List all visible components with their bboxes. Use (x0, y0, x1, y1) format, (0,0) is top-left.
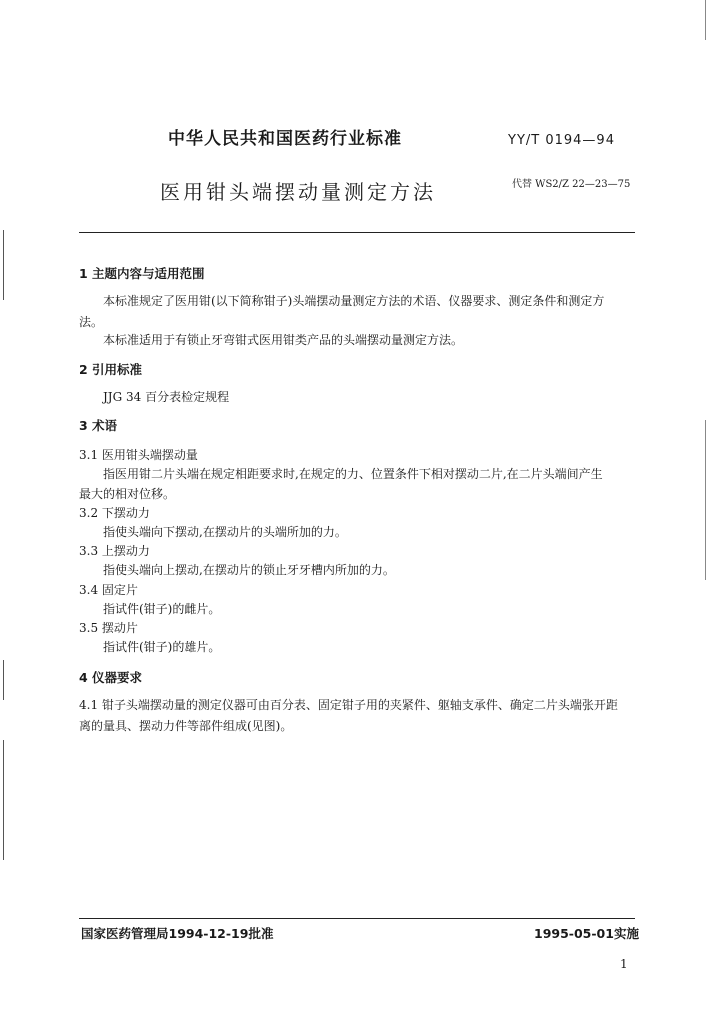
scan-edge-mark (3, 230, 4, 300)
section-4-heading: 4 仪器要求 (79, 670, 143, 685)
section-2-heading: 2 引用标准 (79, 362, 143, 377)
subsection-heading: 3.3 上摆动力 (79, 544, 150, 558)
paragraph-line: 指使头端向上摆动,在摆动片的锁止牙牙槽内所加的力。 (103, 563, 395, 577)
paragraph-line: 指医用钳二片头端在规定相距要求时,在规定的力、位置条件下相对摆动二片,在二片头端间产生 (103, 467, 603, 481)
paragraph-line: 离的量具、摆动力件等部件组成(见图)。 (79, 719, 293, 733)
subsection-heading: 3.5 摆动片 (79, 621, 138, 635)
paragraph-line: 指使头端向下摆动,在摆动片的头端所加的力。 (103, 525, 347, 539)
footer-divider (79, 918, 635, 919)
paragraph-line: 指试件(钳子)的雄片。 (103, 640, 221, 654)
effective-date: 1995-05-01实施 (534, 926, 639, 941)
paragraph-line: 4.1 钳子头端摆动量的测定仪器可由百分表、固定钳子用的夹紧件、躯轴支承件、确定二片头端张开距 (79, 698, 618, 712)
reference-item: JJG 34 百分表检定规程 (103, 390, 230, 404)
scan-edge-mark (705, 0, 706, 40)
paragraph-line: 法。 (79, 315, 104, 329)
subsection-heading: 3.1 医用钳头端摆动量 (79, 448, 198, 462)
approval-date: 国家医药管理局1994-12-19批准 (81, 926, 274, 941)
scan-edge-mark (3, 740, 4, 860)
section-1-heading: 1 主题内容与适用范围 (79, 266, 205, 281)
subsection-heading: 3.4 固定片 (79, 583, 138, 597)
header-divider (79, 232, 635, 233)
paragraph-line: 指试件(钳子)的雌片。 (103, 602, 221, 616)
page-number: 1 (620, 957, 628, 971)
replaces-note: 代替 WS2/Z 22—23—75 (512, 179, 631, 190)
scan-edge-mark (3, 660, 4, 700)
standard-name: 中华人民共和国医药行业标准 (168, 129, 402, 149)
standard-code: YY/T 0194—94 (508, 133, 615, 148)
scan-edge-mark (705, 420, 706, 580)
page-title: 医用钳头端摆动量测定方法 (160, 180, 436, 204)
subsection-heading: 3.2 下摆动力 (79, 506, 150, 520)
paragraph-line: 本标准适用于有锁止牙弯钳式医用钳类产品的头端摆动量测定方法。 (103, 333, 464, 347)
paragraph-line: 本标准规定了医用钳(以下简称钳子)头端摆动量测定方法的术语、仪器要求、测定条件和测定方 (103, 294, 605, 308)
section-3-heading: 3 术语 (79, 418, 118, 433)
paragraph-line: 最大的相对位移。 (79, 487, 176, 501)
